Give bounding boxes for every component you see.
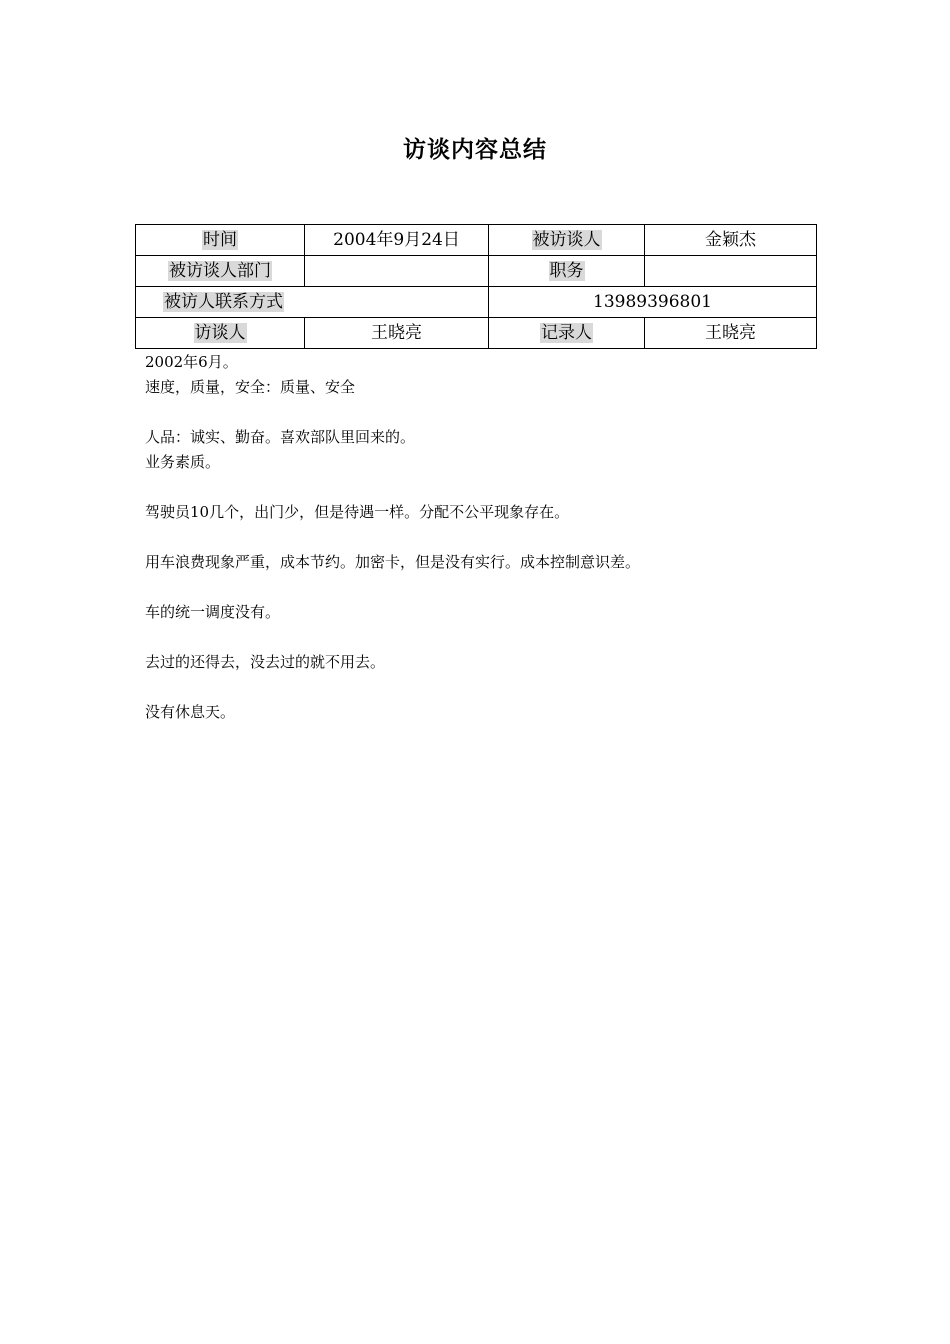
note-line: 用车浪费现象严重，成本节约。加密卡，但是没有实行。成本控制意识差。 — [145, 553, 641, 571]
note-line — [145, 575, 825, 600]
note-line — [145, 400, 825, 425]
note-line — [145, 625, 825, 650]
recorder-value-cell — [645, 318, 817, 349]
recorder-value: 王晓亮 — [705, 323, 756, 343]
position-value-cell — [645, 256, 817, 287]
interviewee-label-cell — [489, 225, 645, 256]
interviewee-label: 被访谈人 — [532, 230, 601, 250]
recorder-label-cell — [489, 318, 645, 349]
interview-info-table — [135, 224, 817, 349]
table-row — [136, 225, 817, 256]
table-row — [136, 318, 817, 349]
note-line: 没有休息天。 — [145, 703, 236, 721]
interview-notes — [145, 350, 825, 725]
time-label: 时间 — [203, 230, 237, 250]
note-line — [145, 475, 825, 500]
interviewer-value-cell — [305, 318, 489, 349]
interviewer-label: 访谈人 — [194, 323, 246, 343]
interviewer-value: 王晓亮 — [371, 323, 422, 343]
time-value: 2004年9月24日 — [333, 230, 460, 250]
time-value-cell — [305, 225, 489, 256]
note-line: 人品：诚实、勤奋。喜欢部队里回来的。 — [145, 428, 416, 446]
contact-label: 被访人联系方式 — [164, 292, 283, 312]
note-line: 驾驶员10几个，出门少，但是待遇一样。分配不公平现象存在。 — [145, 503, 570, 521]
contact-value: 13989396801 — [593, 292, 712, 312]
note-line: 2002年6月。 — [145, 353, 238, 371]
page-title: 访谈内容总结 — [403, 136, 547, 163]
table-row — [136, 287, 817, 318]
note-line — [145, 675, 825, 700]
table-row — [136, 256, 817, 287]
dept-value-cell — [305, 256, 489, 287]
note-line — [145, 525, 825, 550]
note-line: 去过的还得去，没去过的就不用去。 — [145, 653, 386, 671]
interviewee-value-cell — [645, 225, 817, 256]
time-label-cell — [136, 225, 305, 256]
note-line: 业务素质。 — [145, 453, 221, 471]
dept-label: 被访谈人部门 — [169, 261, 271, 281]
note-line: 车的统一调度没有。 — [145, 603, 281, 621]
interviewee-value: 金颖杰 — [705, 230, 756, 250]
dept-label-cell — [136, 256, 305, 287]
position-label-cell — [489, 256, 645, 287]
interviewer-label-cell — [136, 318, 305, 349]
recorder-label: 记录人 — [541, 323, 592, 343]
contact-value-cell — [489, 287, 817, 318]
note-line: 速度，质量，安全：质量、安全 — [145, 378, 356, 396]
contact-label-cell — [136, 287, 489, 318]
position-label: 职务 — [549, 261, 584, 281]
